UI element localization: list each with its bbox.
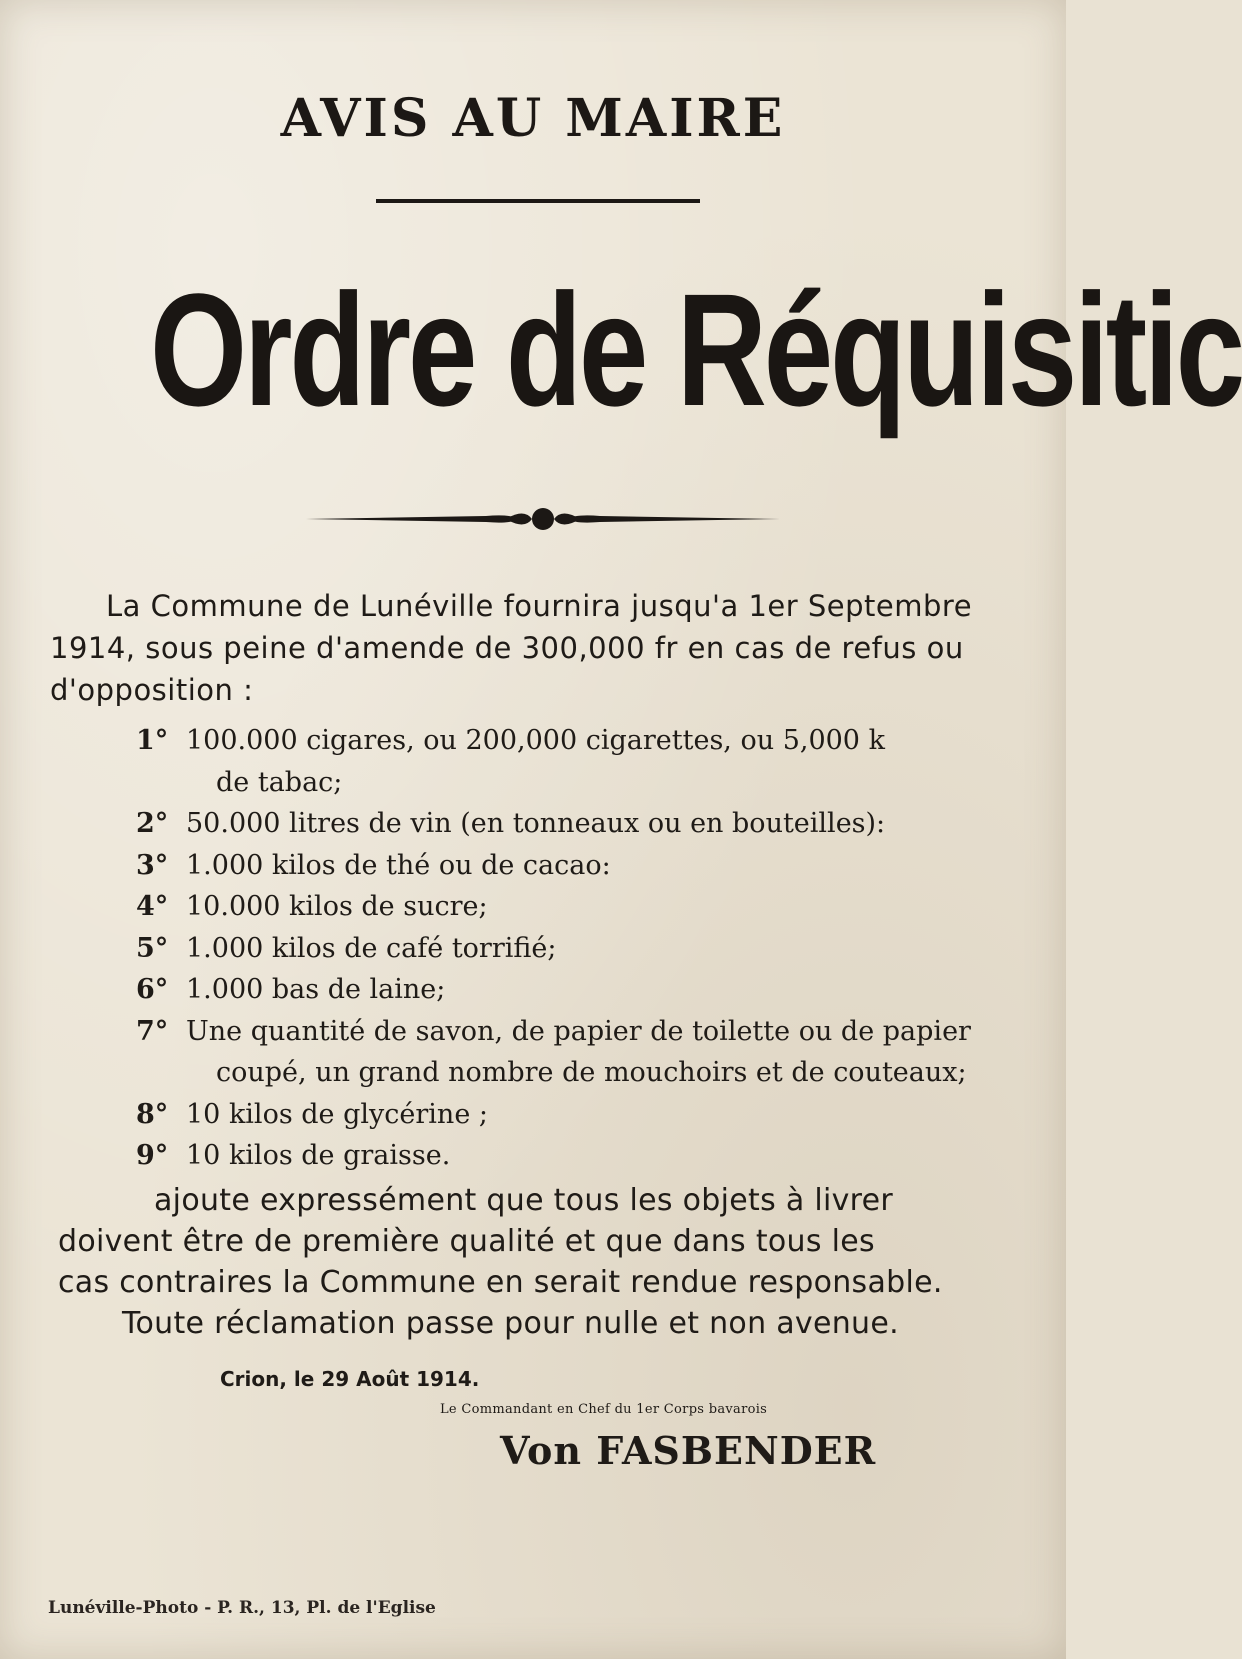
notice-heading: AVIS AU MAIRE (280, 88, 786, 149)
commandant-title: Le Commandant en Chef du 1er Corps bavarois (440, 1402, 768, 1417)
list-item (136, 969, 1036, 1011)
item-text: 100.000 cigares, ou 200,000 cigarettes, ou 5,000 k (186, 725, 885, 756)
item-text: 1.000 kilos de café torrifié; (186, 932, 557, 964)
item-number: 1° (136, 725, 169, 756)
item-number: 6° (136, 974, 169, 1005)
item-number: 2° (136, 808, 169, 839)
item-continuation: de tabac; (216, 766, 343, 798)
item-number: 7° (136, 1015, 169, 1047)
item-text: 10.000 kilos de sucre; (186, 891, 488, 922)
ornament-divider (306, 504, 780, 534)
requisition-list (136, 720, 1036, 1177)
item-text: Une quantité de savon, de papier de toilette ou de papier (186, 1015, 971, 1047)
dateline: Crion, le 29 Août 1914. (220, 1367, 480, 1391)
item-number: 9° (136, 1140, 169, 1171)
list-item (136, 720, 1036, 762)
list-item (136, 1135, 1036, 1177)
item-continuation: coupé, un grand nombre de mouchoirs et de couteaux; (216, 1057, 967, 1088)
item-text: 10 kilos de graisse. (186, 1140, 451, 1171)
closing-statement: Toute réclamation passe pour nulle et non avenue. (122, 1306, 899, 1341)
list-item (136, 803, 1036, 845)
heading-rule (376, 199, 700, 203)
conditions-line: doivent être de première qualité et que dans tous les (58, 1224, 875, 1259)
list-item (136, 928, 1036, 970)
conditions-line: cas contraires la Commune en serait rendue responsable. (58, 1265, 943, 1300)
conditions-paragraph (58, 1180, 1038, 1303)
item-text: 1.000 bas de laine; (186, 974, 446, 1005)
item-text: 50.000 litres de vin (en tonneaux ou en bouteilles): (186, 808, 886, 839)
list-item (136, 886, 1036, 928)
item-number: 4° (136, 891, 169, 922)
intro-paragraph: La Commune de Lunéville fournira jusqu'a 1er Septembre 1914, sous peine d'amende de 300,000 fr en cas de refus ou d'opposition : (50, 589, 973, 707)
printer-imprint: Lunéville-Photo - P. R., 13, Pl. de l'Eglise (48, 1598, 436, 1618)
item-number: 5° (136, 932, 169, 964)
item-number: 8° (136, 1098, 169, 1130)
item-text: 1.000 kilos de thé ou de cacao: (186, 849, 611, 881)
list-item (136, 1011, 1036, 1053)
poster-title: Ordre de Réquisitic (150, 260, 1242, 439)
item-number: 3° (136, 849, 169, 881)
item-text: 10 kilos de glycérine ; (186, 1098, 488, 1130)
conditions-line: ajoute expressément que tous les objets à livrer (154, 1183, 894, 1218)
list-item (136, 1094, 1036, 1136)
list-item (136, 845, 1036, 887)
signature: Von FASBENDER (500, 1428, 877, 1473)
